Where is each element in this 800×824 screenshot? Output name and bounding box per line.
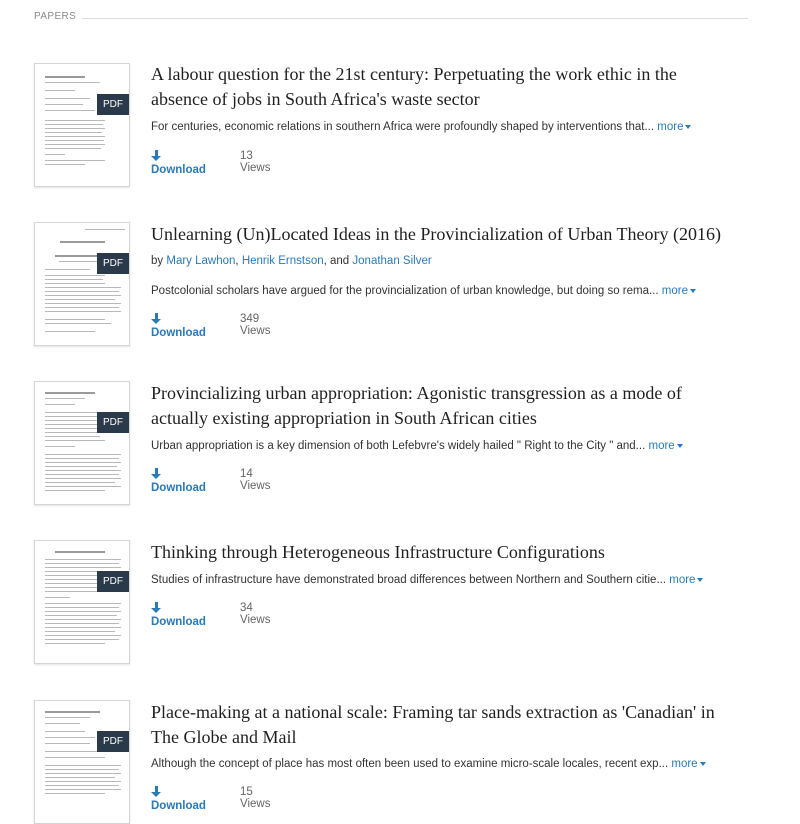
more-link[interactable]	[648, 440, 682, 452]
paper-abstract	[151, 440, 683, 452]
view-count: 13 Views	[240, 150, 271, 174]
abstract-text: Postcolonial scholars have argued for the provincialization of urban knowledge, but doing so rema...	[151, 285, 659, 297]
view-count: 34 Views	[240, 602, 271, 626]
caret-down-icon	[685, 125, 691, 129]
paper-thumbnail[interactable]	[34, 381, 130, 505]
paper-title-line[interactable]: actually existing appropriation in South African cities	[151, 408, 537, 428]
paper-title-line[interactable]: A labour question for the 21st century: Perpetuating the work ethic in the	[151, 64, 677, 84]
abstract-text: Urban appropriation is a key dimension of both Lefebvre's widely hailed " Right to the City " and...	[151, 440, 646, 452]
abstract-text: Studies of infrastructure have demonstrated broad differences between Northern and Southern citie...	[151, 574, 667, 586]
download-label[interactable]: Download	[151, 327, 206, 339]
paper-abstract	[151, 574, 703, 586]
more-label[interactable]: more	[669, 574, 696, 586]
paper-abstract	[151, 758, 706, 770]
paper-title-line[interactable]: absence of jobs in South Africa's waste sector	[151, 89, 480, 109]
caret-down-icon	[700, 762, 706, 766]
paper-title-line[interactable]: Place-making at a national scale: Framing tar sands extraction as 'Canadian' in	[151, 702, 715, 722]
more-link[interactable]	[657, 121, 691, 133]
caret-down-icon	[697, 578, 703, 582]
paper-thumbnail[interactable]	[34, 222, 130, 346]
abstract-text: For centuries, economic relations in southern Africa were profoundly shaped by interventions that...	[151, 121, 655, 133]
caret-down-icon	[677, 444, 683, 448]
paper-title[interactable]	[151, 222, 761, 247]
pdf-badge: PDF	[97, 731, 129, 752]
author-link[interactable]: Jonathan Silver	[352, 255, 432, 267]
view-count: 349 Views	[240, 313, 271, 337]
download-arrow-icon	[151, 468, 161, 480]
download-label[interactable]: Download	[151, 800, 206, 812]
paper-abstract	[151, 121, 691, 133]
paper-thumbnail[interactable]	[34, 700, 130, 824]
author-separator: ,	[235, 255, 239, 267]
by-label: by	[151, 255, 164, 267]
more-link[interactable]	[671, 758, 705, 770]
paper-abstract	[151, 285, 696, 297]
more-label[interactable]: more	[671, 758, 698, 770]
paper-title-line[interactable]: Thinking through Heterogeneous Infrastructure Configurations	[151, 542, 605, 562]
download-button[interactable]	[151, 150, 206, 176]
pdf-badge: PDF	[97, 571, 129, 592]
author-link[interactable]: Mary Lawhon	[166, 255, 236, 267]
view-count: 15 Views	[240, 786, 271, 810]
more-label[interactable]: more	[648, 440, 675, 452]
view-count: 14 Views	[240, 468, 271, 492]
more-link[interactable]	[662, 285, 696, 297]
paper-thumbnail[interactable]	[34, 540, 130, 664]
more-link[interactable]	[669, 574, 703, 586]
more-label[interactable]: more	[661, 285, 688, 297]
author-separator: , and	[323, 255, 350, 267]
paper-title-line[interactable]: Unlearning (Un)Located Ideas in the Provincialization of Urban Theory (2016)	[151, 224, 721, 244]
download-label[interactable]: Download	[151, 164, 206, 176]
paper-title-line[interactable]: Provincializing urban appropriation: Agonistic transgression as a mode of	[151, 383, 682, 403]
paper-title[interactable]	[151, 700, 761, 750]
more-label[interactable]: more	[657, 121, 684, 133]
paper-title[interactable]	[151, 62, 761, 112]
paper-title[interactable]	[151, 540, 761, 565]
paper-authors	[151, 255, 432, 267]
download-button[interactable]	[151, 602, 206, 628]
section-label: PAPERS	[34, 11, 77, 22]
download-arrow-icon	[151, 786, 161, 798]
download-button[interactable]	[151, 313, 206, 339]
pdf-badge: PDF	[97, 253, 129, 274]
section-header	[34, 11, 748, 27]
caret-down-icon	[690, 289, 696, 293]
paper-title-line[interactable]: The Globe and Mail	[151, 727, 297, 747]
download-arrow-icon	[151, 150, 161, 162]
pdf-badge: PDF	[97, 412, 129, 433]
download-arrow-icon	[151, 313, 161, 325]
download-arrow-icon	[151, 602, 161, 614]
download-button[interactable]	[151, 468, 206, 494]
section-divider	[82, 18, 748, 19]
download-label[interactable]: Download	[151, 616, 206, 628]
download-button[interactable]	[151, 786, 206, 812]
paper-title[interactable]	[151, 381, 761, 431]
pdf-badge: PDF	[97, 94, 129, 115]
download-label[interactable]: Download	[151, 482, 206, 494]
paper-thumbnail[interactable]	[34, 63, 130, 187]
abstract-text: Although the concept of place has most often been used to examine micro-scale locales, recent exp...	[151, 758, 669, 770]
author-link[interactable]: Henrik Ernstson	[241, 255, 324, 267]
